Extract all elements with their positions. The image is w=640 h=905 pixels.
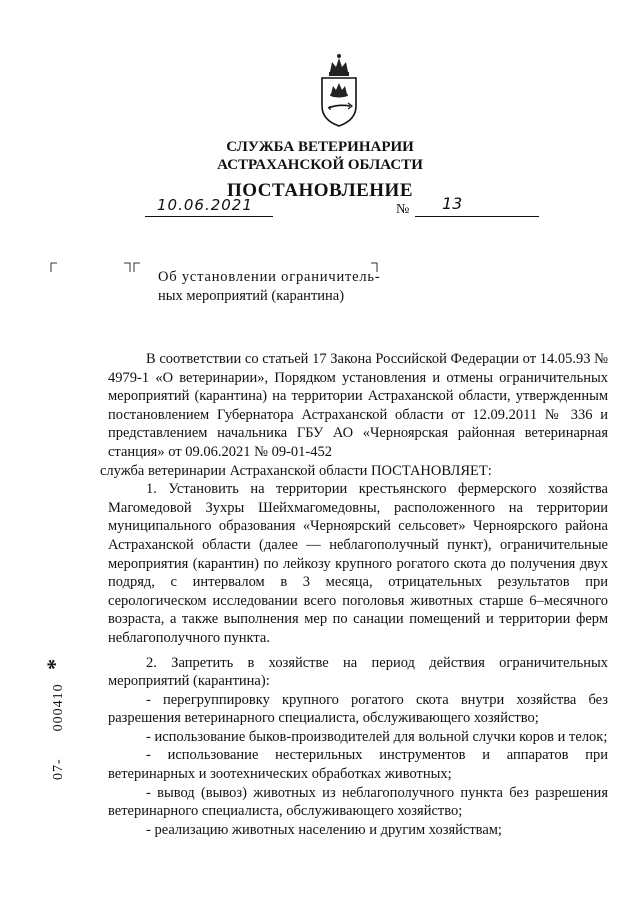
document-body	[100, 350, 608, 839]
subject-open-bracket-mark	[123, 262, 141, 272]
bullet-item: - вывод (вывоз) животных из неблагополучного пункта без разрешения ветеринарного специалиста, обслуживающего хозяйство;	[108, 784, 608, 820]
organization-name-line1: СЛУЖБА ВЕТЕРИНАРИИ	[226, 139, 414, 155]
resolves-line: служба ветеринарии Астраханской области ПОСТАНОВЛЯЕТ:	[100, 462, 492, 479]
stamp-star: *	[42, 657, 67, 670]
side-registration-stamp	[42, 658, 68, 780]
stamp-prefix: 07-	[51, 758, 66, 780]
subject-line2: ных мероприятий (карантина)	[158, 288, 345, 304]
item-1-paragraph: 1. Установить на территории крестьянского фермерского хозяйства Магомедовой Зухры Шейхмагомедовны, расположенного на территории муниципального образования «Черноярский сельсовет» Черноярского района Астраханской области (далее — неблагополучный пункт), ограничительные мероприятия (карантин) по лейкозу крупного рогатого скота до получения двух подряд, с интервалом в 3 месяца, отрицательных результатов при серологическом исследовании всего поголовья животных старше 6–месячного возраста, а также выполнения мер по санации помещений и территории ферм неблагополучного пункта.	[108, 481, 608, 646]
bullet-item: - реализацию животных населению и другим хозяйствам;	[146, 821, 502, 838]
bullet-item: - использование нестерильных инструментов и аппаратов при ветеринарных и зоотехнических обработках животных;	[108, 747, 608, 783]
item-2-paragraph: 2. Запретить в хозяйстве на период действия ограничительных мероприятий (карантина):	[108, 654, 608, 690]
stamp-number: 000410	[51, 683, 66, 732]
number-sign: №	[396, 202, 410, 217]
document-date: 10.06.2021	[157, 196, 253, 214]
bullet-item: - использование быков-производителей для вольной случки коров и телок;	[146, 728, 608, 745]
subject-block	[158, 268, 418, 306]
preamble-paragraph: В соответствии со статьей 17 Закона Российской Федерации от 14.05.93 № 4979-1 «О ветеринарии», Порядком установления и отмены ограничительных мероприятий (карантина) на территории Астраханской области, утвержденным постановлением Губернатора Астраханской области от 12.09.2011 № 336 и представлением начальника ГБУ АО «Черноярская районная ветеринарная станция» от 09.06.2021 № 09-01-452	[108, 351, 608, 460]
bullet-item: - перегруппировку крупного рогатого скота внутри хозяйства без разрешения ветеринарного специалиста, обслуживающего хозяйство;	[108, 691, 608, 727]
document-type-title: ПОСТАНОВЛЕНИЕ	[226, 180, 414, 201]
document-number: 13	[442, 194, 463, 213]
coat-of-arms-emblem	[318, 50, 360, 130]
organization-name-line2: АСТРАХАНСКОЙ ОБЛАСТИ	[217, 157, 423, 173]
number-underline	[415, 201, 539, 217]
subject-line1: Об установлении ограничитель-	[158, 269, 381, 285]
left-corner-mark	[50, 262, 58, 272]
